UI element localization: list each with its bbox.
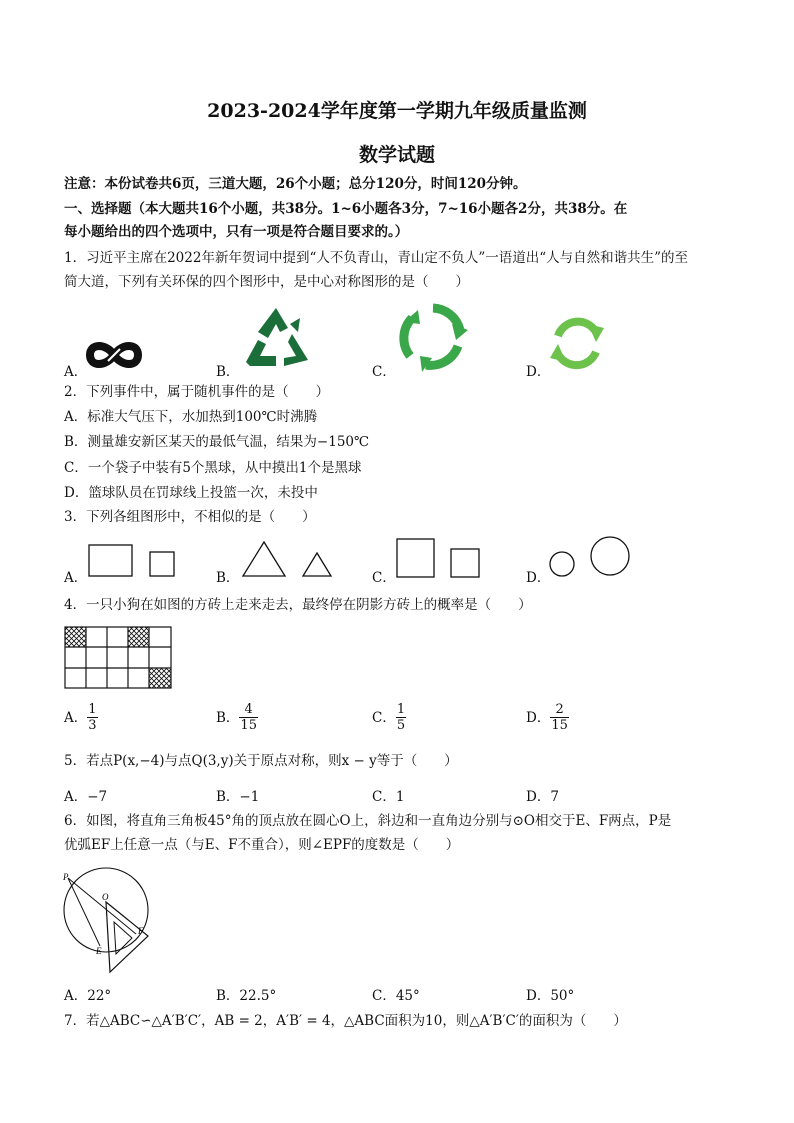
q7-stem: 7．若△ABC∽△A′B′C′，AB = 2，A′B′ = 4，△ABC面积为10，则△A′B′C′的面积为（ ） [64,1013,627,1029]
q2-option-d: D．篮球队员在罚球线上投篮一次，未投中 [64,485,318,501]
circle-triangle-figure [60,862,160,974]
q5-option-c: C．1 [372,789,405,805]
infinity-icon [86,339,142,371]
q1-option-a-label: A． [64,364,88,380]
q2-option-a: A．标准大气压下，水加热到100℃时沸腾 [64,409,318,425]
q5-stem: 5．若点P(x,−4)与点Q(3,y)关于原点对称，则x − y等于（ ） [64,753,458,769]
q3-option-a-label: A． [64,570,88,586]
q5-option-b: B．−1 [216,789,260,805]
q2-stem: 2．下列事件中，属于随机事件的是（ ） [64,384,330,400]
notice: 注意：本份试卷共6页，三道大题，26个小题；总分120分，时间120分钟。 [64,176,527,192]
square-pair-figure [396,538,482,580]
shaded-tile [65,627,86,647]
recycle-triangle-icon [240,304,312,370]
q4-stem: 4．一只小狗在如图的方砖上走来走去，最终停在阴影方砖上的概率是（ ） [64,597,532,613]
q3-option-d-label: D． [526,570,551,586]
section1-line2: 每小题给出的四个选项中，只有一项是符合题目要求的。） [64,224,409,240]
q1-option-d-label: D． [526,364,551,380]
label-e: E [96,946,102,956]
exam-subtitle: 数学试题 [358,144,435,166]
exam-title: 2023-2024学年度第一学期九年级质量监测 [207,100,587,122]
q3-stem: 3．下列各组图形中，不相似的是（ ） [64,509,316,525]
q6-option-b: B．22.5° [216,988,277,1004]
tile-grid-figure [64,626,176,690]
q6-option-c: C．45° [372,988,420,1004]
q4-option-d: D． $\frac{2}{15}$ [526,702,568,733]
q4-option-b: B． $\frac{4}{15}$ [216,702,257,733]
two-arrow-circle-icon [548,314,606,372]
q6-line1: 6．如图，将直角三角板45°角的顶点放在圆心O上，斜边和一直角边分别与⊙O相交于E、F两点，P是 [64,813,672,829]
q5-option-a: A．−7 [64,789,108,805]
q1-option-c-label: C． [372,364,396,380]
q6-option-a: A．22° [64,988,112,1004]
q1-line2: 简大道，下列有关环保的四个图形中，是中心对称图形的是（ ） [64,274,469,290]
recycle-circle-arrows-icon [396,300,470,374]
rectangle-pair-figure [88,544,180,580]
q6-line2: 优弧EF上任意一点（与E、F不重合），则∠EPF的度数是（ ） [64,837,460,853]
triangle-pair-figure [242,540,338,580]
q5-option-d: D．7 [526,789,559,805]
q2-option-b: B．测量雄安新区某天的最低气温，结果为−150℃ [64,434,370,450]
label-f: F [138,926,144,936]
circle-pair-figure [548,536,634,580]
q1-option-b-label: B． [216,364,240,380]
q1-line1: 1．习近平主席在2022年新年贺词中提到“人不负青山，青山定不负人”一语道出“人与自然和谐共生”的至 [64,250,689,266]
label-o: O [102,892,109,902]
q2-option-c: C．一个袋子中装有5个黑球，从中摸出1个是黑球 [64,460,362,476]
q3-option-b-label: B． [216,570,240,586]
shaded-tile [149,668,171,688]
shaded-tile [128,627,149,647]
label-p: P [63,872,69,882]
q4-option-c: C． $\frac{1}{5}$ [372,702,406,733]
q3-option-c-label: C． [372,570,396,586]
q4-option-a: A． $\frac{1}{3}$ [64,702,97,733]
q6-option-d: D．50° [526,988,575,1004]
section1-line1: 一、选择题（本大题共16个小题，共38分。1~6小题各3分，7~16小题各2分，共38分。在 [64,201,628,217]
